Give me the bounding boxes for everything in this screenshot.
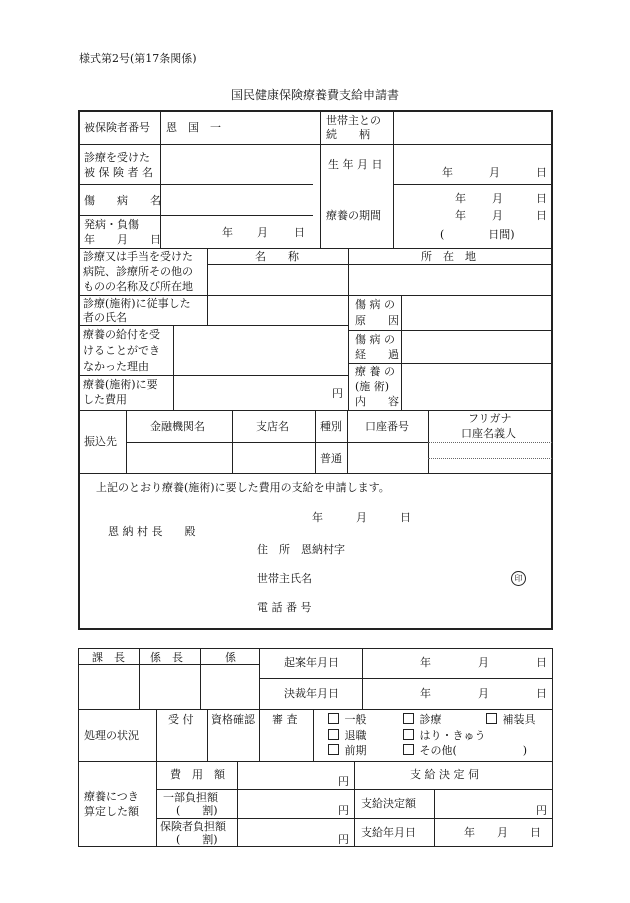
checkbox-medical[interactable]: [403, 713, 442, 727]
cost-amount-label: 費 用 額: [170, 768, 225, 781]
doctor-label: 診療(施術)に従事した: [83, 297, 191, 310]
option-medical-label: 診療: [419, 713, 442, 726]
relation-label-2: 続 柄: [326, 128, 370, 141]
cost-label-2: した費用: [83, 393, 127, 406]
insured-number-label: 被保険者番号: [84, 121, 150, 134]
head-name-label: 世帯主氏名: [257, 572, 312, 585]
draft-month: 月: [478, 656, 489, 669]
copay-label: 一部負担額: [163, 791, 218, 804]
checkbox-icon: [328, 729, 339, 740]
insurer-share-yen: 円: [338, 833, 349, 846]
checkbox-other[interactable]: [403, 744, 527, 758]
period-from-month: 月: [492, 192, 503, 205]
dob-label: 生 年 月 日: [328, 158, 383, 171]
checkbox-icon: [328, 744, 339, 755]
insurer-share-label: 保険者負担額: [160, 820, 226, 833]
checkbox-acupuncture[interactable]: [403, 729, 486, 743]
checkbox-general[interactable]: [328, 713, 367, 727]
account-holder-column: 口座名義人: [461, 427, 516, 440]
review-label: 審 査: [272, 713, 298, 726]
period-from-year: 年: [455, 192, 466, 205]
cost-label: 療養(施術)に要: [83, 378, 158, 391]
period-days: ( 日間): [440, 228, 515, 241]
period-to-month: 月: [492, 209, 503, 222]
decision-date-label: 決裁年月日: [284, 687, 339, 700]
option-other-label: その他( ): [419, 744, 528, 757]
hospital-label: 診療又は手当を受けた: [83, 250, 193, 263]
payment-date-label: 支給年月日: [361, 826, 416, 839]
address-value[interactable]: 恩納村字: [301, 543, 345, 556]
content-label: 療 養 の: [355, 365, 395, 378]
content-label-3: 内 容: [355, 395, 399, 408]
decision-amount-label: 支給決定額: [361, 797, 416, 810]
decision-day: 日: [536, 687, 547, 700]
account-type-value: 普通: [320, 452, 342, 465]
calc-label-2: 算定した額: [84, 805, 139, 818]
reason-label-3: なかった理由: [83, 360, 149, 373]
application-date: 年 月 日: [312, 511, 411, 524]
period-from-day: 日: [536, 192, 547, 205]
option-retired-label: 退職: [344, 729, 367, 742]
branch-column: 支店名: [256, 420, 289, 433]
reason-label: 療養の給付を受: [83, 328, 160, 341]
patient-label: 診療を受けた: [84, 151, 150, 164]
checkbox-early[interactable]: [328, 744, 367, 758]
checkbox-icon: [328, 713, 339, 724]
hospital-name-column: 名 称: [255, 250, 299, 263]
eligibility-label: 資格確認: [211, 713, 255, 726]
reception-label: 受 付: [168, 713, 194, 726]
relation-label: 世帯主との: [326, 114, 381, 127]
doctor-label-2: 者の氏名: [83, 311, 127, 324]
cause-label-2: 原 因: [355, 314, 399, 327]
form-title: 国民健康保険療養費支給申請書: [230, 88, 399, 102]
checkbox-brace[interactable]: [486, 713, 536, 727]
course-label: 傷 病 の: [355, 333, 395, 346]
chief-label: 課 長: [92, 651, 125, 664]
hospital-label-2: 病院、診療所その他の: [83, 265, 193, 278]
draft-day: 日: [536, 656, 547, 669]
copay-ratio: ( 割): [176, 804, 218, 817]
option-general-label: 一般: [344, 713, 367, 726]
calc-label: 療養につき: [84, 790, 139, 803]
onset-day: 日: [294, 226, 305, 239]
account-number-column: 口座番号: [365, 420, 409, 433]
draft-date-label: 起案年月日: [284, 656, 339, 669]
phone-label: 電 話 番 号: [257, 601, 312, 614]
patient-label-2: 被 保 険 者 名: [84, 166, 153, 179]
declaration-text: 上記のとおり療養(施術)に要した費用の支給を申請します。: [96, 481, 390, 494]
cost-yen: 円: [332, 387, 343, 400]
cost-amount-yen: 円: [338, 775, 349, 788]
onset-label-2: 年 月 日: [84, 233, 161, 246]
dob-month: 月: [489, 166, 500, 179]
staff-label: 係: [225, 651, 236, 664]
content-label-2: (施 術): [355, 380, 390, 393]
insured-number-value[interactable]: 恩 国 一: [166, 121, 221, 134]
option-acupuncture-label: はり・きゅう: [419, 729, 486, 742]
transfer-label: 振込先: [84, 435, 117, 448]
decision-month: 月: [478, 687, 489, 700]
dob-year: 年: [442, 166, 453, 179]
addressee: 恩 納 村 長 殿: [108, 525, 196, 538]
form-id: 様式第2号(第17条関係): [79, 52, 197, 65]
payment-date-value: 年 月 日: [464, 826, 541, 839]
copay-yen: 円: [338, 804, 349, 817]
period-label: 療養の期間: [326, 209, 381, 222]
onset-year: 年: [222, 226, 233, 239]
address-label: 住 所: [257, 543, 290, 556]
checkbox-icon: [403, 713, 414, 724]
period-to-year: 年: [455, 209, 466, 222]
draft-year: 年: [420, 656, 431, 669]
insurer-share-ratio: ( 割): [176, 833, 218, 846]
checkbox-retired[interactable]: [328, 729, 367, 743]
option-brace-label: 補装具: [502, 713, 536, 726]
processing-status-label: 処理の状況: [84, 729, 139, 742]
course-label-2: 経 過: [355, 348, 399, 361]
onset-label: 発病・負傷: [84, 218, 139, 231]
option-early-label: 前期: [344, 744, 367, 757]
bank-column: 金融機関名: [150, 420, 205, 433]
cause-label: 傷 病 の: [355, 298, 395, 311]
dob-day: 日: [536, 166, 547, 179]
hospital-label-3: ものの名称及び所在地: [83, 280, 193, 293]
onset-month: 月: [257, 226, 268, 239]
decision-year: 年: [420, 687, 431, 700]
reason-label-2: けることができ: [83, 344, 160, 357]
subchief-label: 係 長: [150, 651, 183, 664]
payment-decision-label: 支 給 決 定 伺: [410, 768, 479, 781]
furigana-column: フリガナ: [468, 412, 512, 425]
period-to-day: 日: [536, 209, 547, 222]
decision-amount-yen: 円: [536, 804, 547, 817]
hospital-address-column: 所 在 地: [421, 250, 476, 263]
seal-mark: 印: [511, 571, 526, 586]
checkbox-icon: [403, 729, 414, 740]
checkbox-icon: [403, 744, 414, 755]
checkbox-icon: [486, 713, 497, 724]
account-type-column: 種別: [320, 420, 342, 433]
disease-label: 傷 病 名: [84, 194, 161, 207]
